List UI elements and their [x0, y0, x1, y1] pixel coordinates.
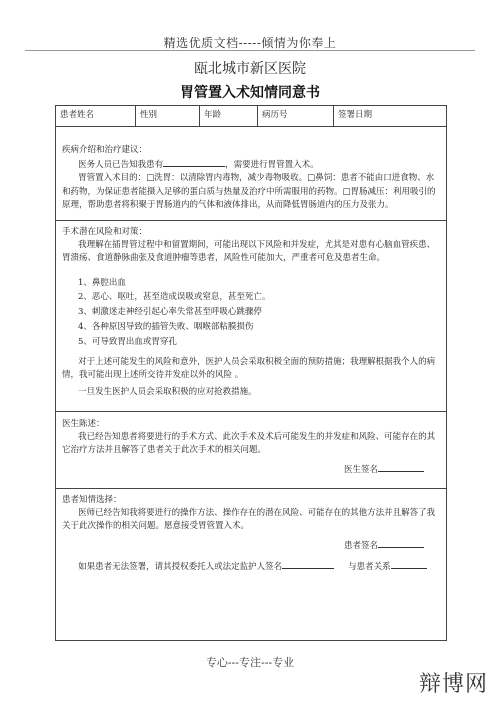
patient-heading: 患者知情选择： — [62, 495, 122, 505]
risk-rescue: 一旦发生医护人员会采取积极的应对抢救措施。 — [78, 387, 257, 398]
intro-diagnosis-prefix: 医务人员已告知我患有 — [78, 160, 164, 171]
section-divider — [56, 220, 446, 221]
risk-item: 2、恶心、呕吐，甚至造成误吸或窒息，甚至死亡。 — [78, 292, 271, 303]
header-divider — [25, 50, 475, 51]
section-divider — [56, 488, 446, 489]
doctor-statement: 我已经告知患者将要进行的手术方式、此次手术及术后可能发生的并发症和风险、可能存在的其它治疗方法并且解答了患者关于此次手术的相关问题。 — [62, 432, 436, 456]
risk-item: 5、可导致胃出血或胃穿孔 — [78, 337, 177, 348]
risk-heading: 手术潜在风险和对策： — [62, 227, 148, 237]
intro-purpose: 胃管置入术目的：□洗胃：以清除胃内毒物，减少毒物吸收。□鼻饲：患者不能由口进食物、水和药物，为保证患者能摄入足够的蛋白质与热量及治疗中所需服用的药物。□胃肠减压：利用吸引的原理，帮助患者将积聚于胃肠道内的气体和液体排出，从而降低胃肠道内的压力及张力。 — [62, 173, 436, 210]
risk-list — [78, 276, 440, 350]
patient-section — [56, 492, 446, 574]
record-number-cell[interactable]: 病历号 — [258, 106, 334, 126]
relation-field[interactable] — [391, 559, 427, 569]
proxy-signature-label: 如果患者无法签署，请其授权委托人或法定监护人签名 — [78, 561, 283, 572]
top-note: 精选优质文档-----倾情为你奉上 — [163, 36, 337, 50]
hospital-name: 瓯北城市新区医院 — [194, 61, 306, 77]
proxy-signature-field[interactable] — [282, 559, 334, 569]
sign-date-cell[interactable]: 签署日期 — [338, 110, 373, 121]
patient-info-row — [56, 106, 446, 127]
risk-prevention: 对于上述可能发生的风险和意外，医护人员会采取积极全面的预防措施；我理解根据我个人的病情，我可能出现上述所交待并发症以外的风险 。 — [62, 356, 436, 381]
patient-signature-label: 患者签名 — [343, 540, 378, 551]
intro-diagnosis-suffix: ，需要进行胃管置入术。 — [225, 160, 319, 171]
form-title: 胃管置入术知情同意书 — [180, 85, 320, 101]
risk-item: 3、刺激迷走神经引起心率失常甚至呼吸心跳骤停 — [78, 307, 262, 318]
intro-diagnosis — [62, 157, 440, 172]
doctor-signature-row — [62, 462, 440, 477]
site-watermark: 辩博网 — [418, 672, 488, 697]
risk-item: 1、鼻腔出血 — [78, 277, 126, 288]
age-cell[interactable]: 年龄 — [200, 106, 258, 126]
risk-item: 4、各种原因导致的插管失败、咽喉部粘膜损伤 — [78, 322, 254, 333]
relation-label: 与患者关系 — [348, 561, 391, 572]
section-divider — [56, 411, 446, 412]
patient-name-cell[interactable]: 患者姓名 — [56, 106, 136, 126]
patient-statement: 医师已经告知我将要进行的操作方法、操作存在的潜在风险、可能存在的其他方法并且解答了我关于此次操作的相关问题。愿意接受胃管置入术。 — [62, 508, 436, 532]
patient-signature-row — [62, 538, 440, 553]
patient-signature-field[interactable] — [378, 538, 424, 548]
doctor-section — [56, 416, 446, 477]
intro-heading: 疾病介绍和治疗建议： — [62, 145, 148, 155]
risk-section — [56, 224, 446, 399]
consent-form — [55, 105, 447, 641]
diagnosis-blank[interactable] — [163, 157, 225, 167]
risk-intro: 我理解在插胃管过程中和留置期间，可能出现以下风险和并发症，尤其是对患有心脑血管疾患、胃溃疡、食道静脉曲张及食道肿瘤等患者，风险性可能加大，严重者可危及患者生命。 — [62, 240, 436, 264]
doctor-heading: 医生陈述： — [62, 419, 105, 429]
intro-section — [56, 142, 446, 212]
gender-cell[interactable]: 性别 — [136, 106, 200, 126]
doctor-signature-field[interactable] — [378, 462, 424, 472]
proxy-signature-row — [62, 559, 440, 574]
doctor-signature-label: 医生签名 — [343, 464, 378, 475]
footer-note: 专心---专注---专业 — [205, 656, 295, 669]
